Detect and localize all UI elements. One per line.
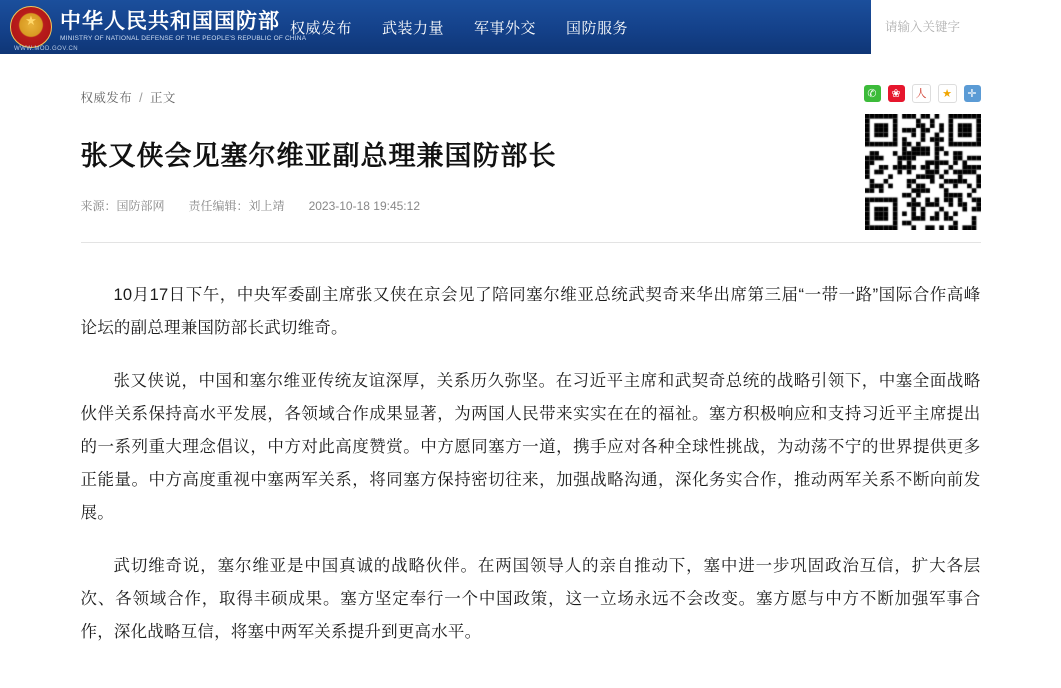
page-body	[0, 54, 1061, 649]
brand-text	[60, 11, 306, 43]
breadcrumb-parent[interactable]: 权威发布	[80, 91, 133, 105]
search-input[interactable]	[871, 0, 1061, 55]
meta-editor-value: 刘上靖	[248, 199, 285, 213]
article-paragraph: 10月17日下午，中央军委副主席张又侠在京会见了陪同塞尔维亚总统武契奇来华出席第三届“一带一路”国际合作高峰论坛的副总理兼国防部长武切维奇。	[80, 286, 981, 337]
search-box[interactable]	[871, 0, 1061, 54]
brand-url: WWW.MOD.GOV.CN	[14, 46, 79, 52]
weibo-share-icon[interactable]: ❀	[888, 85, 905, 102]
breadcrumb-separator: /	[139, 91, 143, 105]
national-emblem-icon	[10, 6, 52, 48]
renren-share-icon[interactable]: 人	[912, 84, 931, 103]
wechat-share-icon[interactable]: ✆	[864, 85, 881, 102]
main-navigation	[290, 17, 628, 38]
brand-name-cn: 中华人民共和国国防部	[60, 10, 280, 34]
nav-item-armed-forces[interactable]: 武装力量	[382, 19, 445, 37]
nav-item-military-diplomacy[interactable]: 军事外交	[474, 19, 537, 37]
favorite-icon[interactable]: ★	[938, 84, 957, 103]
meta-source-label: 来源：	[80, 199, 117, 213]
brand-name-en: MINISTRY OF NATIONAL DEFENSE OF THE PEOPLE'S REPUBLIC OF CHINA	[60, 35, 307, 43]
meta-source	[81, 197, 165, 214]
meta-editor-label: 责任编辑：	[188, 199, 249, 213]
share-toolbar	[864, 84, 981, 103]
article-container	[81, 54, 981, 649]
breadcrumb	[81, 54, 981, 106]
qr-code	[865, 114, 981, 230]
article-paragraph: 武切维奇说，塞尔维亚是中国真诚的战略伙伴。在两国领导人的亲自推动下，塞中进一步巩固政治互信，扩大各层次、各领域合作，取得丰硕成果。塞方坚定奉行一个中国政策，这一立场永远不会改变。塞方愿与中方不断加强军事合作，深化战略互信，将塞中两军关系提升到更高水平。	[80, 557, 981, 641]
article-meta	[81, 197, 981, 214]
header-divider	[81, 242, 981, 243]
article-paragraph: 张又侠说，中国和塞尔维亚传统友谊深厚，关系历久弥坚。在习近平主席和武契奇总统的战略引领下，中塞全面战略伙伴关系保持高水平发展，各领域合作成果显著，为两国人民带来实实在在的福祉。塞方积极响应和支持习近平主席提出的一系列重大理念倡议，中方对此高度赞赏。中方愿同塞方一道，携手应对各种全球性挑战，为动荡不宁的世界提供更多正能量。中方高度重视中塞两军关系，将同塞方保持密切往来，加强战略沟通，深化务实合作，推动两军关系不断向前发展。	[80, 372, 981, 522]
site-brand[interactable]	[0, 6, 307, 48]
nav-item-defense-services[interactable]: 国防服务	[566, 19, 629, 37]
page-title: 张又侠会见塞尔维亚副总理兼国防部长	[80, 141, 557, 171]
meta-editor	[189, 197, 285, 214]
nav-item-authoritative[interactable]: 权威发布	[290, 19, 353, 37]
qr-code-canvas	[865, 114, 981, 230]
meta-source-value: 国防部网	[116, 199, 165, 213]
article-body	[81, 279, 981, 649]
more-share-icon[interactable]: ✛	[964, 85, 981, 102]
meta-datetime: 2023-10-18 19:45:12	[308, 198, 420, 213]
site-header	[0, 0, 1061, 54]
breadcrumb-current: 正文	[149, 91, 176, 105]
